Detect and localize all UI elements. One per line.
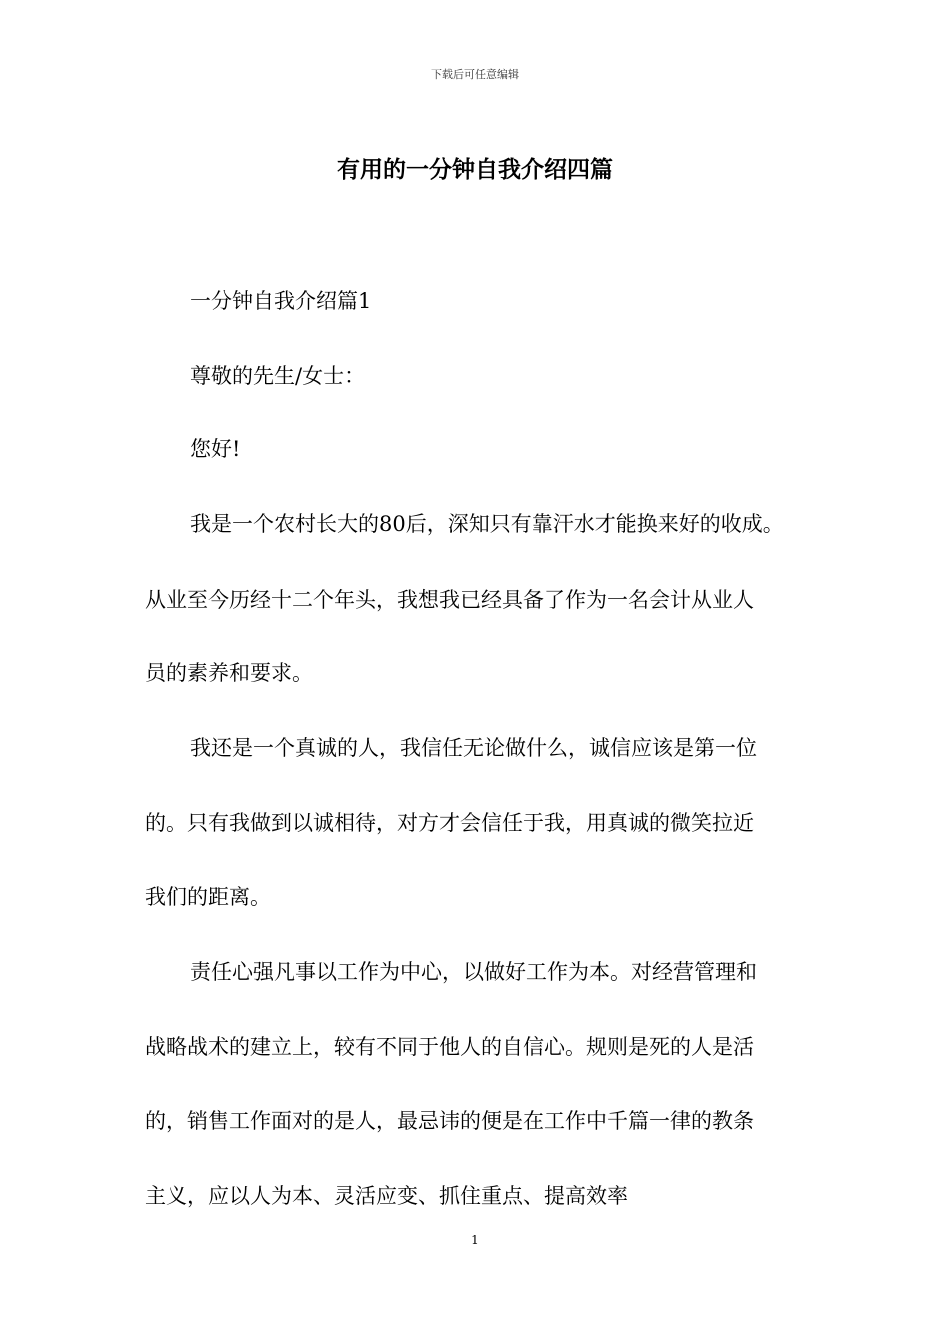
salutation: 尊敬的先生/女士：: [190, 364, 366, 388]
paragraph-line: 战略战术的建立上，较有不同于他人的自信心。规则是死的人是活: [145, 1035, 754, 1059]
paragraph-line: 的，销售工作面对的是人，最忌讳的便是在工作中千篇一律的教条: [145, 1109, 754, 1133]
document-title: 有用的一分钟自我介绍四篇: [337, 156, 613, 183]
paragraph-line: 我们的距离。: [145, 885, 271, 909]
paragraph-line: 责任心强凡事以工作为中心，以做好工作为本。对经营管理和: [190, 960, 757, 984]
paragraph-line: 的。只有我做到以诚相待，对方才会信任于我，用真诚的微笑拉近: [145, 811, 754, 835]
header-note: 下载后可任意编辑: [431, 68, 519, 81]
paragraph-line: 员的素养和要求。: [145, 661, 313, 685]
greeting: 您好!: [190, 437, 241, 461]
paragraph-line: 我还是一个真诚的人，我信任无论做什么，诚信应该是第一位: [190, 736, 757, 760]
section-heading: 一分钟自我介绍篇1: [190, 289, 372, 313]
paragraph-line: 主义，应以人为本、灵活应变、抓住重点、提高效率: [145, 1184, 628, 1208]
page-number: 1: [471, 1233, 479, 1247]
paragraph-line: 我是一个农村长大的80后，深知只有靠汗水才能换来好的收成。: [190, 512, 784, 536]
paragraph-line: 从业至今历经十二个年头，我想我已经具备了作为一名会计从业人: [145, 588, 754, 612]
